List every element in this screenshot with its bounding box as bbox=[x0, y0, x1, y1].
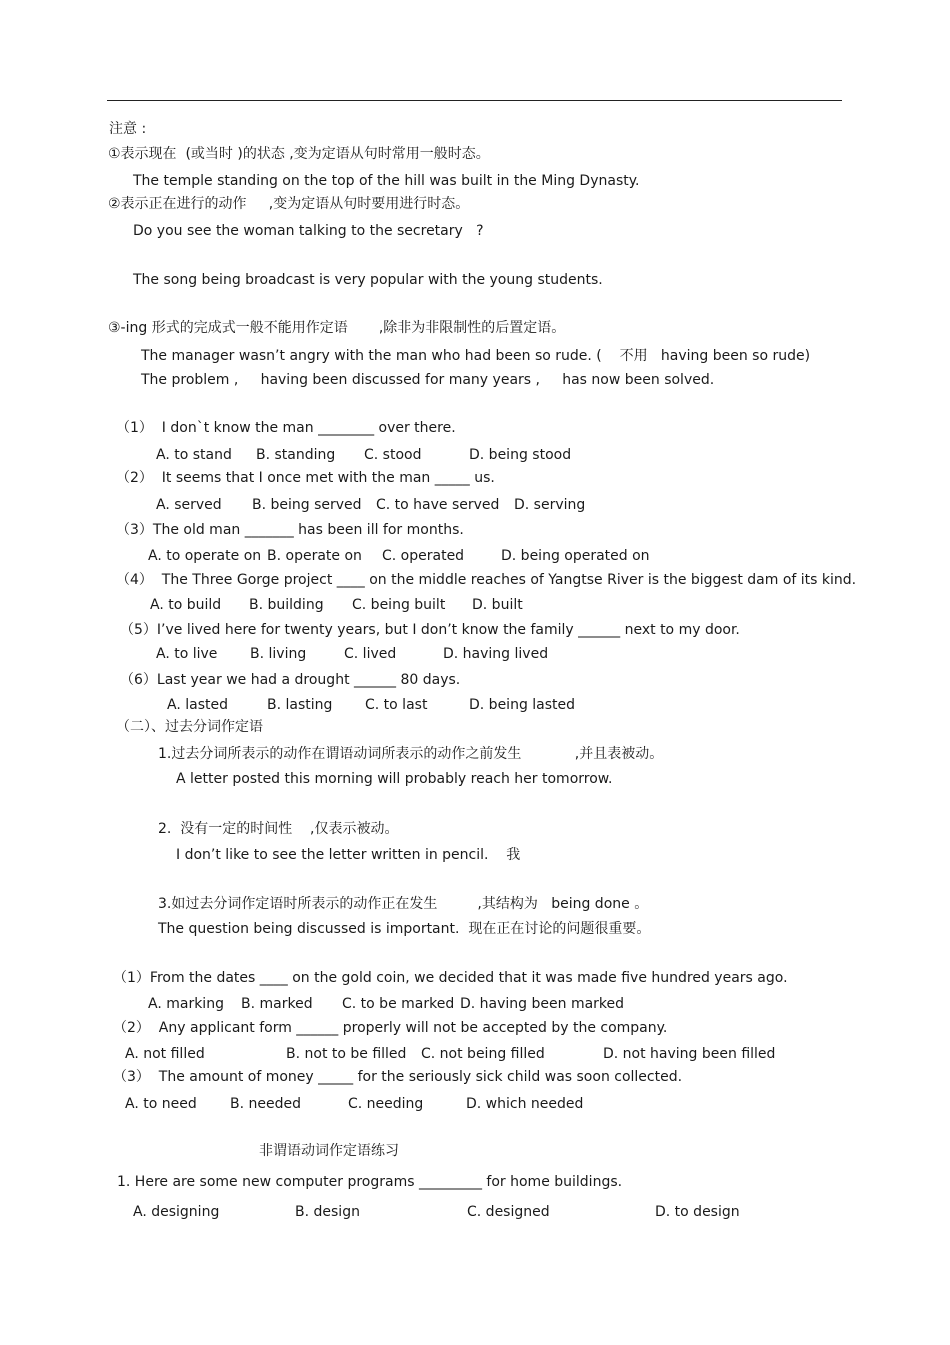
note-3: ③-ing 形式的完成式一般不能用作定语 ,除非为非限制性的后置定语。 bbox=[108, 320, 566, 336]
practice-q1-option-c: C. designed bbox=[467, 1204, 550, 1220]
p1-q2-option-b: B. being served bbox=[252, 497, 362, 513]
p2-question-1: （1）From the dates ____ on the gold coin, we decided that it was made five hundred years ago. bbox=[113, 970, 788, 986]
p2-q2-option-b: B. not to be filled bbox=[286, 1046, 407, 1062]
section-2-point-1-example: A letter posted this morning will probably reach her tomorrow. bbox=[176, 771, 613, 787]
section-2-point-2-example: I don’t like to see the letter written in pencil. 我 bbox=[176, 847, 521, 863]
p1-question-5: （5）I’ve lived here for twenty years, but I don’t know the family ______ next to my door. bbox=[120, 622, 740, 638]
notes-heading: 注意 : bbox=[109, 121, 147, 137]
section-2-point-3-example: The question being discussed is important. 现在正在讨论的问题很重要。 bbox=[158, 921, 651, 937]
note-3-example-1: The manager wasn’t angry with the man who had been so rude. ( 不用 having been so rude) bbox=[141, 348, 811, 364]
p1-q6-option-a: A. lasted bbox=[167, 697, 228, 713]
p1-q4-option-d: D. built bbox=[472, 597, 523, 613]
p2-q2-option-a: A. not filled bbox=[125, 1046, 205, 1062]
p1-question-4: （4） The Three Gorge project ____ on the middle reaches of Yangtse River is the biggest dam of its kind. bbox=[116, 572, 857, 588]
section-2-point-3: 3.如过去分词作定语时所表示的动作正在发生 ,其结构为 being done 。 bbox=[158, 896, 649, 912]
p1-q6-option-b: B. lasting bbox=[267, 697, 333, 713]
p1-q3-option-b: B. operate on bbox=[267, 548, 362, 564]
p1-q1-option-a: A. to stand bbox=[156, 447, 232, 463]
p1-q1-option-b: B. standing bbox=[256, 447, 336, 463]
p1-q1-option-c: C. stood bbox=[364, 447, 422, 463]
p1-question-1: （1） I don`t know the man ________ over there. bbox=[116, 420, 456, 436]
p1-q2-option-d: D. serving bbox=[514, 497, 586, 513]
note-1-example: The temple standing on the top of the hill was built in the Ming Dynasty. bbox=[133, 173, 640, 189]
p2-q1-option-d: D. having been marked bbox=[460, 996, 625, 1012]
p2-q2-option-d: D. not having been filled bbox=[603, 1046, 776, 1062]
p1-q6-option-d: D. being lasted bbox=[469, 697, 576, 713]
p1-q5-option-b: B. living bbox=[250, 646, 307, 662]
p2-q2-option-c: C. not being filled bbox=[421, 1046, 545, 1062]
note-2: ②表示正在进行的动作 ,变为定语从句时要用进行时态。 bbox=[108, 196, 470, 212]
p1-q4-option-b: B. building bbox=[249, 597, 324, 613]
top-rule bbox=[107, 100, 842, 101]
p2-question-3: （3） The amount of money _____ for the seriously sick child was soon collected. bbox=[113, 1069, 683, 1085]
p1-q4-option-c: C. being built bbox=[352, 597, 446, 613]
p1-q1-option-d: D. being stood bbox=[469, 447, 572, 463]
p1-q3-option-a: A. to operate on bbox=[148, 548, 262, 564]
p1-q5-option-c: C. lived bbox=[344, 646, 397, 662]
section-2-point-2: 2. 没有一定的时间性 ,仅表示被动。 bbox=[158, 821, 399, 837]
p1-question-3: （3）The old man _______ has been ill for months. bbox=[116, 522, 464, 538]
p1-q3-option-d: D. being operated on bbox=[501, 548, 650, 564]
p2-q1-option-b: B. marked bbox=[241, 996, 313, 1012]
practice-question-1: 1. Here are some new computer programs _________ for home buildings. bbox=[117, 1174, 623, 1190]
p1-q5-option-d: D. having lived bbox=[443, 646, 549, 662]
p1-q6-option-c: C. to last bbox=[365, 697, 428, 713]
p2-q3-option-d: D. which needed bbox=[466, 1096, 584, 1112]
p2-question-2: （2） Any applicant form ______ properly will not be accepted by the company. bbox=[113, 1020, 668, 1036]
p2-q3-option-c: C. needing bbox=[348, 1096, 424, 1112]
p1-q3-option-c: C. operated bbox=[382, 548, 465, 564]
p2-q3-option-b: B. needed bbox=[230, 1096, 301, 1112]
practice-q1-option-d: D. to design bbox=[655, 1204, 740, 1220]
practice-q1-option-b: B. design bbox=[295, 1204, 360, 1220]
p2-q1-option-c: C. to be marked bbox=[342, 996, 455, 1012]
note-2-example-2: The song being broadcast is very popular with the young students. bbox=[133, 272, 603, 288]
p1-q2-option-c: C. to have served bbox=[376, 497, 500, 513]
p1-question-6: （6）Last year we had a drought ______ 80 days. bbox=[120, 672, 461, 688]
p1-q2-option-a: A. served bbox=[156, 497, 222, 513]
note-3-example-2: The problem , having been discussed for many years , has now been solved. bbox=[141, 372, 715, 388]
p1-q5-option-a: A. to live bbox=[156, 646, 218, 662]
note-1: ①表示现在 (或当时 )的状态 ,变为定语从句时常用一般时态。 bbox=[108, 146, 490, 162]
p2-q1-option-a: A. marking bbox=[148, 996, 224, 1012]
p1-question-2: （2） It seems that I once met with the man _____ us. bbox=[116, 470, 495, 486]
p2-q3-option-a: A. to need bbox=[125, 1096, 197, 1112]
note-2-example-1: Do you see the woman talking to the secretary ? bbox=[133, 223, 484, 239]
practice-q1-option-a: A. designing bbox=[133, 1204, 220, 1220]
p1-q4-option-a: A. to build bbox=[150, 597, 222, 613]
section-2-point-1: 1.过去分词所表示的动作在谓语动词所表示的动作之前发生 ,并且表被动。 bbox=[158, 746, 664, 762]
section-2-title: （二）、过去分词作定语 bbox=[116, 719, 263, 735]
practice-title: 非谓语动词作定语练习 bbox=[259, 1143, 399, 1159]
